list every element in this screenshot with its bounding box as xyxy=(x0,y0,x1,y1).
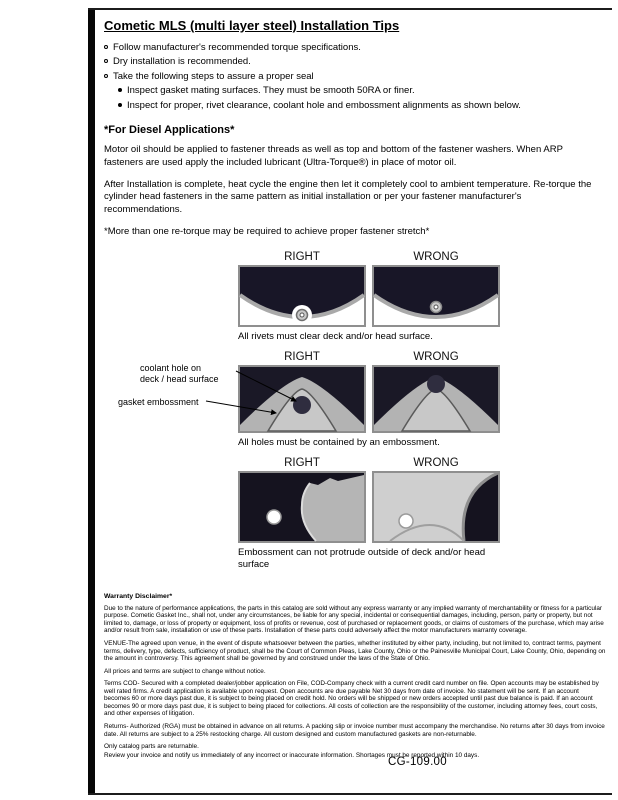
tip-text: Inspect for proper, rivet clearance, coolant hole and embossment alignments as shown below. xyxy=(127,99,521,111)
list-item xyxy=(104,56,604,68)
warranty-paragraph: Terms COD- Secured with a completed dealer/jobber application on File, COD-Company check with a current credit card number on file. Open accounts may be established by well rated firms. A credit application is available upon request. Open accounts are due payable Net 30 days from date of invoice. No statement will be sent. If an account becomes 60 or more days past due, it is subject to being placed on credit hold. No orders will be shipped or new orders accepted until past due balance is paid. If an account becomes 90 or more days past due, it is subject to being placed for collections. All costs of collection are the responsibility of the customer, including attorney fees, court costs, and other expenses of litigation. xyxy=(104,680,599,718)
diagram-panels xyxy=(238,365,604,433)
bullet-icon xyxy=(118,103,122,107)
list-sub-item xyxy=(118,85,604,97)
right-label: RIGHT xyxy=(284,351,320,364)
diagram-labels xyxy=(238,457,500,469)
warranty-section xyxy=(104,593,606,759)
warranty-paragraph: All prices and terms are subject to change without notice. xyxy=(104,667,266,675)
list-item xyxy=(104,71,604,83)
installation-tips-list xyxy=(104,42,604,111)
list-item xyxy=(104,42,604,54)
bullet-icon xyxy=(104,59,108,63)
bullet-icon xyxy=(118,88,122,92)
warranty-heading: Warranty Disclaimer* xyxy=(104,592,173,600)
diagram-rivet-right xyxy=(238,265,366,327)
tip-text: Follow manufacturer's recommended torque specifications. xyxy=(113,42,361,53)
diagram-caption: All rivets must clear deck and/or head surface. xyxy=(238,331,433,343)
callout-text: deck / head surface xyxy=(140,373,219,384)
diagram-caption: All holes must be contained by an embossment. xyxy=(238,437,440,449)
diagram-row-protrusion xyxy=(104,457,604,571)
coolant-hole-callout xyxy=(140,363,244,385)
wrong-label: WRONG xyxy=(413,351,459,364)
bullet-icon xyxy=(104,45,108,49)
diagram-panels xyxy=(238,265,604,327)
page-sheet xyxy=(88,8,612,795)
diesel-paragraph-2: After Installation is complete, heat cycle the engine then let it completely cool to ambient temperature. Re-torque the cylinder head fasteners in the same pattern as initial installation or per your fastener manufacturer's recommendations. xyxy=(104,179,592,215)
diagram-protrusion-wrong xyxy=(372,471,500,543)
right-label: RIGHT xyxy=(284,457,320,470)
diagram-rivet-wrong xyxy=(372,265,500,327)
retorque-note: *More than one re-torque may be required to achieve proper fastener stretch* xyxy=(104,226,430,238)
right-label: RIGHT xyxy=(284,251,320,264)
diagram-panels xyxy=(238,471,604,543)
list-sub-item xyxy=(118,100,604,112)
tip-text: Inspect gasket mating surfaces. They must be smooth 50RA or finer. xyxy=(127,85,415,97)
diesel-paragraph-1: Motor oil should be applied to fastener threads as well as top and bottom of the fastener washers. When ARP fasteners are used apply the included lubricant (Ultra-Torque®) in place of motor oil. xyxy=(104,144,563,168)
bullet-icon xyxy=(104,74,108,78)
diagram-hole-right xyxy=(238,365,366,433)
page-title: Cometic MLS (multi layer steel) Installation Tips xyxy=(104,18,400,33)
page-code: CG-109.00 xyxy=(388,756,447,768)
diagram-row-rivets xyxy=(104,251,604,342)
page-content xyxy=(104,18,604,764)
callout-text: coolant hole on xyxy=(140,363,202,374)
diesel-section-heading: *For Diesel Applications* xyxy=(104,124,235,137)
tip-text: Dry installation is recommended. xyxy=(113,56,251,68)
diagram-labels xyxy=(238,351,500,363)
gasket-embossment-callout: gasket embossment xyxy=(118,397,199,408)
wrong-label: WRONG xyxy=(413,457,459,470)
diagram-labels xyxy=(238,251,500,263)
warranty-paragraph: Only catalog parts are returnable. xyxy=(104,743,199,751)
diagram-hole-wrong xyxy=(372,365,500,433)
warranty-paragraph: VENUE-The agreed upon venue, in the event of dispute whatsoever between the parties, whether instituted by either party, including, but not limited to, contract terms, payment terms, delivery, type, defects, sufficiency of product, shall be the Court of Common Pleas, Lake County, Ohio or the Painesville Municipal Court, Lake County, Ohio, depending on the amount in controversy. This agreement shall be governed by and construed under the laws of the State of Ohio. xyxy=(104,640,606,663)
wrong-label: WRONG xyxy=(413,251,459,264)
diagram-caption: Embossment can not protrude outside of deck and/or head surface xyxy=(238,547,486,570)
warranty-paragraph: Due to the nature of performance applications, the parts in this catalog are sold without any express warranty or any implied warranty of merchantability or fitness for a particular purpose. Cometic Gasket Inc., shall not, under any circumstances, be liable for any special, incidental or consequential damages, including, person, party or property, but not limited to, damage, or loss of property or equipment, loss of profits or revenue, cost of purchased or replacement goods, or claims of customers of the purchase, which may arise and/or result from sale, installation or use of these parts. Installation of these parts could adversely affect the motor manufacturers warranty coverage. xyxy=(104,604,604,635)
warranty-paragraph: Returns- Authorized (RGA) must be obtained in advance on all returns. A packing slip or invoice number must accompany the merchandise. No returns after 30 days from invoice date. All returns are subject to a 25% restocking charge. All custom designed and custom manufactured gaskets are non-returnable. xyxy=(104,722,605,738)
diagram-row-embossment xyxy=(104,351,604,448)
warranty-paragraph: Review your invoice and notify us immediately of any incorrect or inaccurate information. Shortages must be reported within 10 days. xyxy=(104,751,480,759)
diagram-protrusion-right xyxy=(238,471,366,543)
binding-bar xyxy=(88,10,95,793)
tip-text: Take the following steps to assure a proper seal xyxy=(113,70,314,82)
